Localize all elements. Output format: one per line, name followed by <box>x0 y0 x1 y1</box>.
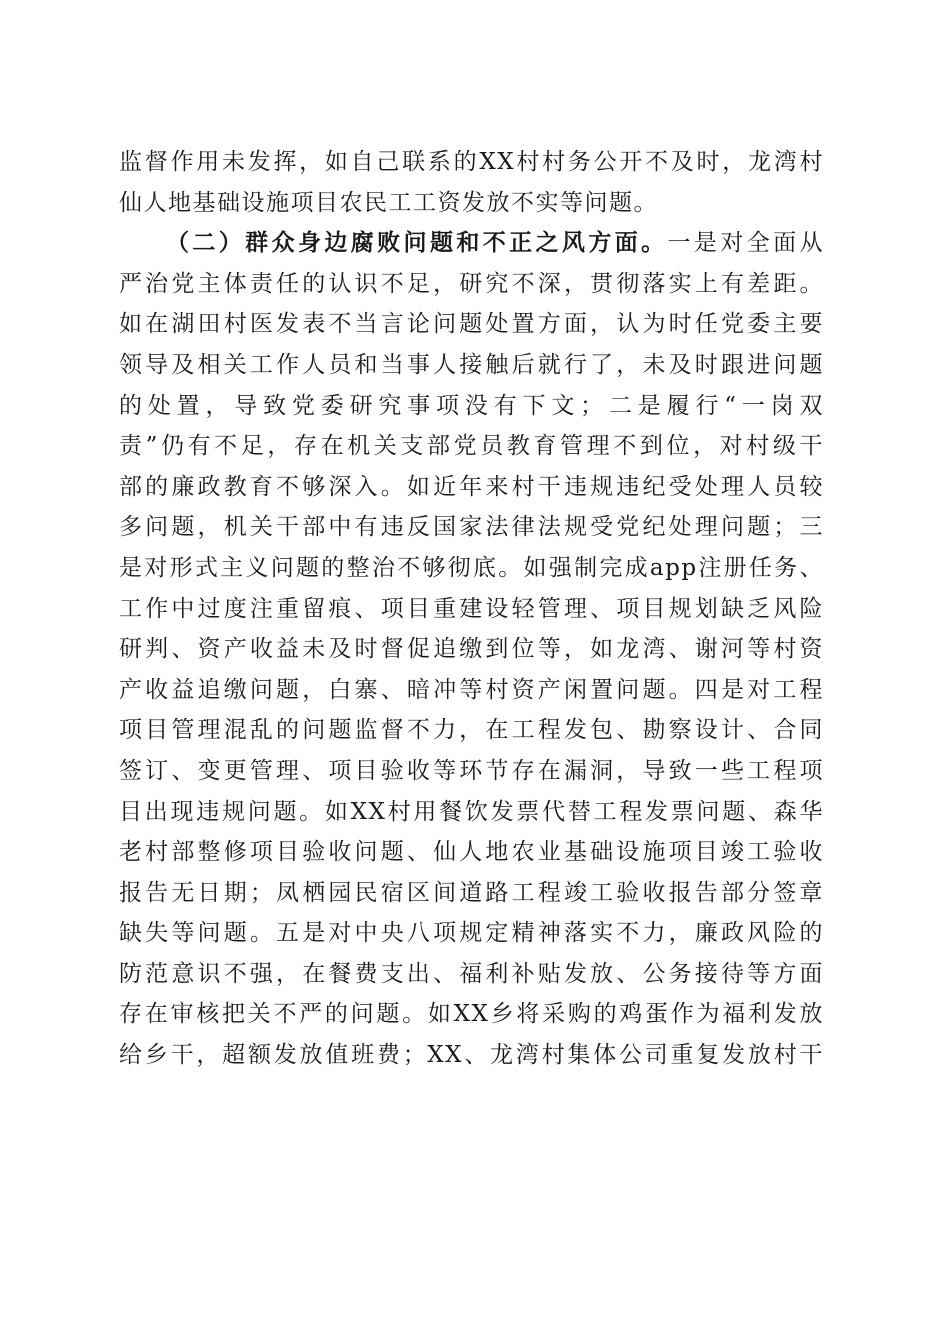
section-heading-line <box>119 223 824 264</box>
text-line: 领导及相关工作人员和当事人接触后就行了，未及时跟进问题 <box>119 351 824 378</box>
text-line: 报告无日期；凤栖园民宿区间道路工程竣工验收报告部分签章 <box>119 879 824 906</box>
text-line: 研判、资产收益未及时督促追缴到位等，如龙湾、谢河等村资 <box>119 636 824 663</box>
text-line: 仙人地基础设施项目农民工工资发放不实等问题。 <box>119 189 658 216</box>
text-line: 给乡干，超额发放值班费；XX、龙湾村集体公司重复发放村干 <box>119 1042 824 1069</box>
text-line: 工作中过度注重留痕、项目重建设轻管理、项目规划缺乏风险 <box>119 595 824 622</box>
text-line: 缺失等问题。五是对中央八项规定精神落实不力，廉政风险的 <box>119 920 824 947</box>
text-line: 防范意识不强，在餐费支出、福利补贴发放、公务接待等方面 <box>119 960 824 987</box>
text-line: 多问题，机关干部中有违反国家法律法规受党纪处理问题；三 <box>119 514 824 541</box>
text-line: 责”仍有不足，存在机关支部党员教育管理不到位，对村级干 <box>119 433 824 460</box>
text-line: 签订、变更管理、项目验收等环节存在漏洞，导致一些工程项 <box>119 757 824 784</box>
text-line: 产收益追缴问题，白寨、暗冲等村资产闲置问题。四是对工程 <box>119 676 824 703</box>
text-line: 部的廉政教育不够深入。如近年来村干违规违纪受处理人员较 <box>119 473 824 500</box>
section-heading: （二）群众身边腐败问题和不正之风方面。 <box>166 229 668 257</box>
text-line: 严治党主体责任的认识不足，研究不深，贯彻落实上有差距。 <box>119 270 824 297</box>
text-line: 的处置，导致党委研究事项没有下文；二是履行“一岗双 <box>119 392 824 419</box>
body-text <box>119 142 824 1076</box>
text-line: 项目管理混乱的问题监督不力，在工程发包、勘察设计、合同 <box>119 717 824 744</box>
text-line: 目出现违规问题。如XX村用餐饮发票代替工程发票问题、森华 <box>119 798 824 825</box>
text-line: 如在湖田村医发表不当言论问题处置方面，认为时任党委主要 <box>119 311 824 338</box>
text-line: 监督作用未发挥，如自己联系的XX村村务公开不及时，龙湾村 <box>119 149 824 175</box>
text-line: 存在审核把关不严的问题。如XX乡将采购的鸡蛋作为福利发放 <box>119 1001 824 1028</box>
text-line: 是对形式主义问题的整治不够彻底。如强制完成app注册任务、 <box>119 554 824 581</box>
text-line-rest: 一是对全面从 <box>667 230 825 257</box>
text-line: 老村部整修项目验收问题、仙人地农业基础设施项目竣工验收 <box>119 839 824 866</box>
